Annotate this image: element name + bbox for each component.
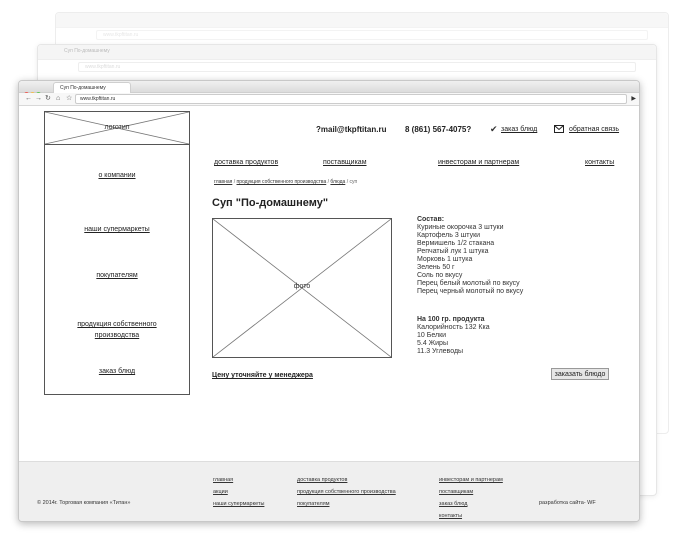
footer — [19, 461, 639, 522]
photo-label: фото — [293, 283, 311, 290]
footer-link-delivery[interactable]: доставка продуктов — [297, 477, 348, 483]
forward-arrow-icon[interactable]: → — [35, 95, 42, 102]
composition-title: Состав: — [417, 216, 445, 223]
composition-item: Морковь 1 штука — [417, 256, 473, 263]
composition-item: Перец белый молотый по вкусу — [417, 280, 520, 287]
background-address-bar: www.tkpftitan.ru — [78, 62, 636, 72]
play-arrow-icon[interactable]: ▶ — [631, 96, 636, 102]
breadcrumb — [214, 179, 357, 185]
footer-column-1 — [213, 474, 264, 510]
sidebar-item-own-production[interactable]: продукция собственного производства — [77, 321, 157, 339]
footer-link-contacts[interactable]: контакты — [439, 513, 463, 519]
composition-item: Перец черный молотый по вкусу — [417, 288, 524, 295]
header-phone: 8 (861) 567-4075? — [405, 125, 472, 134]
composition-item: Картофель 3 штуки — [417, 232, 481, 239]
nutrition-item: 5.4 Жиры — [417, 340, 448, 347]
composition-block — [417, 216, 523, 296]
address-bar[interactable]: www.tkpftitan.ru — [75, 94, 627, 104]
sidebar-item-order-dishes[interactable]: заказ блюд — [98, 368, 136, 375]
nav-contacts[interactable]: контакты — [585, 159, 615, 166]
footer-column-2 — [297, 474, 396, 510]
breadcrumb-separator: / — [327, 179, 330, 185]
composition-item: Вермишель 1/2 стакана — [417, 240, 495, 247]
page-content — [19, 105, 639, 521]
footer-copyright: © 2014г. Торговая компания «Титан» — [37, 500, 131, 506]
breadcrumb-current: суп — [349, 179, 358, 185]
photo-placeholder — [212, 218, 392, 358]
footer-column-3 — [439, 474, 503, 522]
breadcrumb-home[interactable]: главная — [214, 179, 233, 185]
footer-developer: разработка сайта- WF — [539, 500, 596, 506]
reload-icon[interactable]: ↻ — [45, 95, 51, 102]
nav-investors[interactable]: инвесторам и партнерам — [438, 159, 520, 166]
footer-link-promos[interactable]: акции — [213, 489, 228, 495]
composition-item: Соль по вкусу — [417, 272, 463, 279]
checkmark-icon: ✔ — [490, 124, 498, 134]
sidebar-item-about[interactable]: о компании — [98, 172, 136, 179]
footer-link-suppliers[interactable]: поставщикам — [439, 489, 474, 495]
sidebar — [44, 111, 190, 395]
logo-placeholder[interactable] — [45, 112, 189, 145]
order-dishes-link[interactable]: заказ блюд — [501, 126, 538, 133]
breadcrumb-separator: / — [346, 179, 349, 185]
star-icon[interactable]: ☆ — [66, 95, 73, 102]
background-address-bar: www.tkpftitan.ru — [96, 30, 648, 40]
background-titlebar — [38, 45, 656, 60]
order-dish-button[interactable]: заказать блюдо — [551, 368, 609, 380]
browser-tab[interactable]: Суп По-домашнему — [53, 82, 131, 93]
breadcrumb-sub[interactable]: блюда — [330, 179, 346, 185]
price-note-link[interactable]: Цену уточняйте у менеджера — [212, 372, 313, 379]
back-arrow-icon[interactable]: ← — [25, 95, 32, 102]
nav-delivery[interactable]: доставка продуктов — [214, 159, 279, 166]
window-titlebar — [19, 81, 639, 93]
header-email: ?mail@tkpftitan.ru — [316, 125, 387, 134]
nutrition-item: Калорийность 132 Кка — [417, 324, 490, 331]
footer-link-customers[interactable]: покупателям — [297, 501, 330, 507]
feedback-link[interactable]: обратная связь — [569, 126, 620, 133]
footer-link-own-production[interactable]: продукция собственного производства — [297, 489, 396, 495]
envelope-icon — [554, 125, 564, 133]
footer-link-order-dishes[interactable]: заказ блюд — [439, 501, 468, 507]
nutrition-item: 10 Белки — [417, 332, 447, 339]
background-tab-title: Суп По-домашнему — [64, 48, 110, 54]
background-titlebar — [56, 13, 668, 28]
footer-link-home[interactable]: главная — [213, 477, 234, 483]
nav-suppliers[interactable]: поставщикам — [323, 159, 367, 166]
breadcrumb-separator: / — [233, 179, 236, 185]
breadcrumb-section[interactable]: продукция собственного производства — [236, 179, 327, 185]
footer-link-supermarkets[interactable]: наши супермаркеты — [213, 501, 265, 507]
composition-item: Куриные окорочка 3 штуки — [417, 224, 504, 231]
footer-link-investors[interactable]: инвесторам и партнерам — [439, 477, 503, 483]
sidebar-item-supermarkets[interactable]: наши супермаркеты — [84, 226, 150, 233]
nutrition-block — [417, 316, 490, 356]
composition-item: Зелень 50 г — [417, 264, 455, 271]
browser-window — [18, 80, 640, 522]
page-title: Суп "По-домашнему" — [212, 197, 329, 209]
nutrition-title: На 100 гр. продукта — [417, 316, 485, 323]
home-icon[interactable]: ⌂ — [56, 95, 61, 102]
sidebar-item-customers[interactable]: покупателям — [96, 272, 138, 279]
composition-item: Репчатый лук 1 штука — [417, 248, 489, 255]
nutrition-item: 11.3 Углеводы — [417, 348, 464, 355]
logo-label: логотип — [104, 124, 130, 131]
